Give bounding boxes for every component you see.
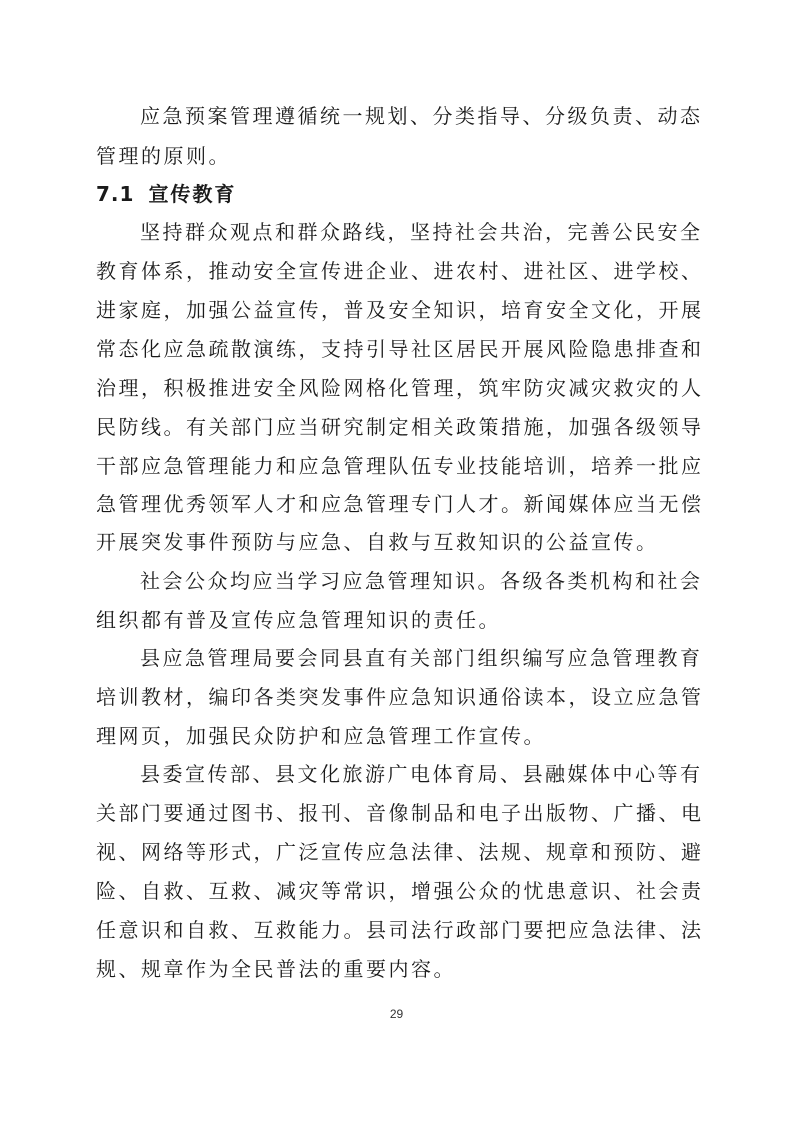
paragraph-line: 关部门要通过图书、报刊、音像制品和电子出版物、广播、电 [96,801,704,825]
paragraph-line: 培训教材，编印各类突发事件应急知识通俗读本，设立应急管 [96,685,704,709]
paragraph-line: 民防线。有关部门应当研究制定相关政策措施，加强各级领导 [96,415,704,439]
paragraph-line: 规、规章作为全民普法的重要内容。 [96,957,456,981]
paragraph-line: 视、网络等形式，广泛宣传应急法律、法规、规章和预防、避 [96,840,704,864]
paragraph-line: 干部应急管理能力和应急管理队伍专业技能培训，培养一批应 [96,454,704,478]
paragraph-line: 组织都有普及宣传应急管理知识的责任。 [96,608,501,632]
section-number: 7.1 [96,182,135,206]
paragraph-line: 社会公众均应当学习应急管理知识。各级各类机构和社会 [140,569,703,593]
intro-line: 应急预案管理遵循统一规划、分类指导、分级负责、动态 [140,104,703,128]
paragraph-line: 坚持群众观点和群众路线，坚持社会共治，完善公民安全 [140,220,703,244]
page-number: 29 [389,1007,404,1021]
paragraph-line: 教育体系，推动安全宣传进企业、进农村、进社区、进学校、 [96,259,704,283]
paragraph-line: 理网页，加强民众防护和应急管理工作宣传。 [96,724,546,748]
paragraph-line: 常态化应急疏散演练，支持引导社区居民开展风险隐患排查和 [96,337,704,361]
paragraph-line: 急管理优秀领军人才和应急管理专门人才。新闻媒体应当无偿 [96,492,704,516]
paragraph-line: 进家庭，加强公益宣传，普及安全知识，培育安全文化，开展 [96,298,704,322]
paragraph-line: 险、自救、互救、减灾等常识，增强公众的忧患意识、社会责 [96,879,704,903]
intro-line: 管理的原则。 [96,144,231,168]
paragraph-line: 任意识和自救、互救能力。县司法行政部门要把应急法律、法 [96,918,704,942]
paragraph-line: 县委宣传部、县文化旅游广电体育局、县融媒体中心等有 [140,762,703,786]
paragraph-line: 县应急管理局要会同县直有关部门组织编写应急管理教育 [140,646,703,670]
section-title: 宣传教育 [148,182,237,206]
section-heading [96,180,236,208]
paragraph-line: 开展突发事件预防与应急、自救与互救知识的公益宣传。 [96,530,659,554]
paragraph-line: 治理，积极推进安全风险网格化管理，筑牢防灾减灾救灾的人 [96,376,704,400]
